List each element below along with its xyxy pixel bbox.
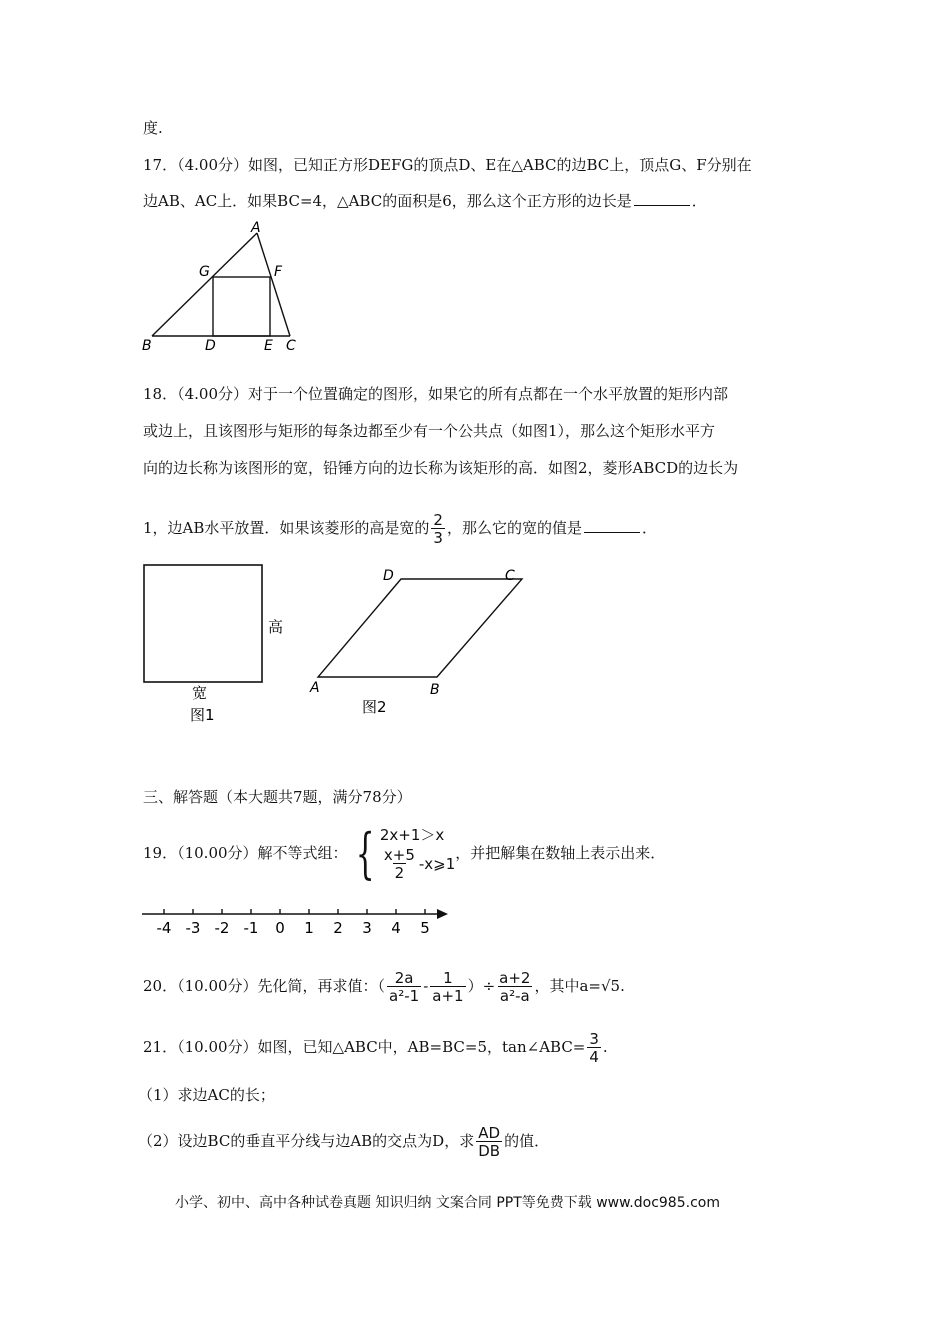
q19-inequality-2-fraction [382,845,417,882]
q18-fig1-caption: 图1 [190,706,215,724]
q18-line4-text-a: 1，边AB水平放置．如果该菱形的高是宽的 [143,519,430,537]
q21-fraction-numerator: 3 [589,1029,599,1048]
q17-square-defg [213,277,270,336]
q21-line [143,1026,608,1068]
q20-f1-denominator: a²-1 [389,986,420,1005]
previous-question-continuation: 度. [143,119,163,137]
q17-label-g: G [199,264,210,280]
q20-minus: - [423,977,429,995]
q20-f2-denominator: a+1 [432,986,464,1005]
q20-f3-numerator: a+2 [499,968,531,987]
q20-f3-denominator: a²-a [499,986,530,1005]
q17-label-c: C [286,338,296,354]
q18-line4-end: ． [641,519,657,537]
q18-fig1-rect [144,565,262,682]
q18-line3: 向的边长称为该图形的宽，铅锤方向的边长称为该矩形的高．如图2，菱形ABCD的边长为 [143,459,739,477]
q18-line4-text-b: ，那么它的宽的值是 [446,519,582,537]
q18-fig1-width-label: 宽 [192,684,208,702]
q19-tick-label: -1 [243,919,259,937]
q19-number-line [140,900,460,940]
q19-tick-label: 1 [304,919,314,937]
q18-fig2-caption: 图2 [362,698,387,716]
q17-label-d: D [205,338,216,354]
page-footer: 小学、初中、高中各种试卷真题 知识归纳 文案合同 PPT等免费下载 www.doc985.com [175,1195,720,1211]
q21-part2-numerator: AD [478,1123,501,1142]
q20-suffix: ，其中a=√5. [534,977,625,995]
q21-part1: （1）求边AC的长； [138,1086,275,1104]
q21-part2-fraction [476,1123,502,1160]
q19-tick-label: 5 [420,919,430,937]
q18-figure2-rhombus [300,562,540,722]
q19-tick-label: -3 [185,919,201,937]
q21-part2 [138,1120,549,1162]
q19-inequality-1: 2x+1＞x [379,826,445,845]
q20-f1-numerator: 2a [394,968,414,987]
q17-segment-ac [257,233,290,336]
q19-brace: { [355,822,375,885]
q19-suffix: ，并把解集在数轴上表示出来． [455,844,666,862]
q18-fig2-label-b: B [430,682,440,698]
q18-figure1-rectangle [138,560,298,730]
q19-inequality-2-rest: -x⩾1 [418,854,456,873]
q19-tick-label: -2 [214,919,230,937]
q18-fraction [431,510,445,547]
q18-fig2-label-a: A [310,680,320,696]
q17-line2 [143,191,707,211]
q17-label-b: B [142,338,152,354]
q19-line [143,818,665,888]
q19-tick-label: 0 [275,919,285,937]
q19-inequality-2 [380,845,456,882]
q19-tick-label: 2 [333,919,343,937]
q19-prefix: 19．（10.00分）解不等式组： [143,844,348,862]
q21-prefix: 21．（10.00分）如图，已知△ABC中，AB=BC=5，tan∠ABC= [143,1038,586,1056]
q21-fraction [587,1029,601,1066]
q17-label-a: A [251,220,261,236]
q21-part2-suffix: 的值． [504,1132,550,1150]
q17-line2-end: ． [691,192,707,210]
q19-number-line-arrow [437,909,448,919]
q18-rhombus-abcd [318,579,522,677]
q19-tick-label: -4 [156,919,172,937]
q19-tick-label: 3 [362,919,372,937]
q21-part2-prefix: （2）设边BC的垂直平分线与边AB的交点为D，求 [138,1132,475,1150]
q21-suffix: . [602,1038,608,1056]
q18-fraction-denominator: 3 [433,528,443,547]
q20-fraction-3 [497,968,532,1005]
q17-line2-text: 边AB、AC上．如果BC=4，△ABC的面积是6，那么这个正方形的边长是 [143,192,632,210]
q20-line [143,963,625,1009]
q18-line4 [143,508,657,548]
q18-line2: 或边上，且该图形与矩形的每条边都至少有一个公共点（如图1），那么这个矩形水平方 [143,422,716,440]
q17-answer-blank [634,191,690,206]
q19-system-rows [380,827,455,881]
q19-tick-label: 4 [391,919,401,937]
q21-part2-denominator: DB [478,1141,501,1160]
q18-fig2-label-d: D [383,568,394,584]
q17-triangle-square-figure [140,218,310,358]
q20-prefix: 20．（10.00分）先化简，再求值：（ [143,977,386,995]
q17-label-f: F [274,264,283,280]
q19-fraction-numerator: x+5 [383,845,415,864]
q19-fraction-denominator: 2 [394,863,405,882]
q18-answer-blank [584,518,640,533]
q21-fraction-denominator: 4 [589,1047,599,1066]
q20-divide: ）÷ [467,977,496,995]
q18-fraction-numerator: 2 [433,510,443,529]
q18-fig1-height-label: 高 [268,618,284,636]
q17-line1: 17．（4.00分）如图，已知正方形DEFG的顶点D、E在△ABC的边BC上，顶点G、F分别在 [143,156,752,174]
q19-inequality-system [348,822,456,885]
q17-label-e: E [264,338,273,354]
q20-fraction-2 [430,968,465,1005]
q18-line1: 18．（4.00分）对于一个位置确定的图形，如果它的所有点都在一个水平放置的矩形内部 [143,385,728,403]
q18-fig2-label-c: C [505,568,515,584]
q20-fraction-1 [387,968,421,1005]
q20-f2-numerator: 1 [443,968,453,987]
q17-segment-ba [152,233,257,336]
section3-title: 三、解答题（本大题共7题，满分78分） [143,788,412,806]
